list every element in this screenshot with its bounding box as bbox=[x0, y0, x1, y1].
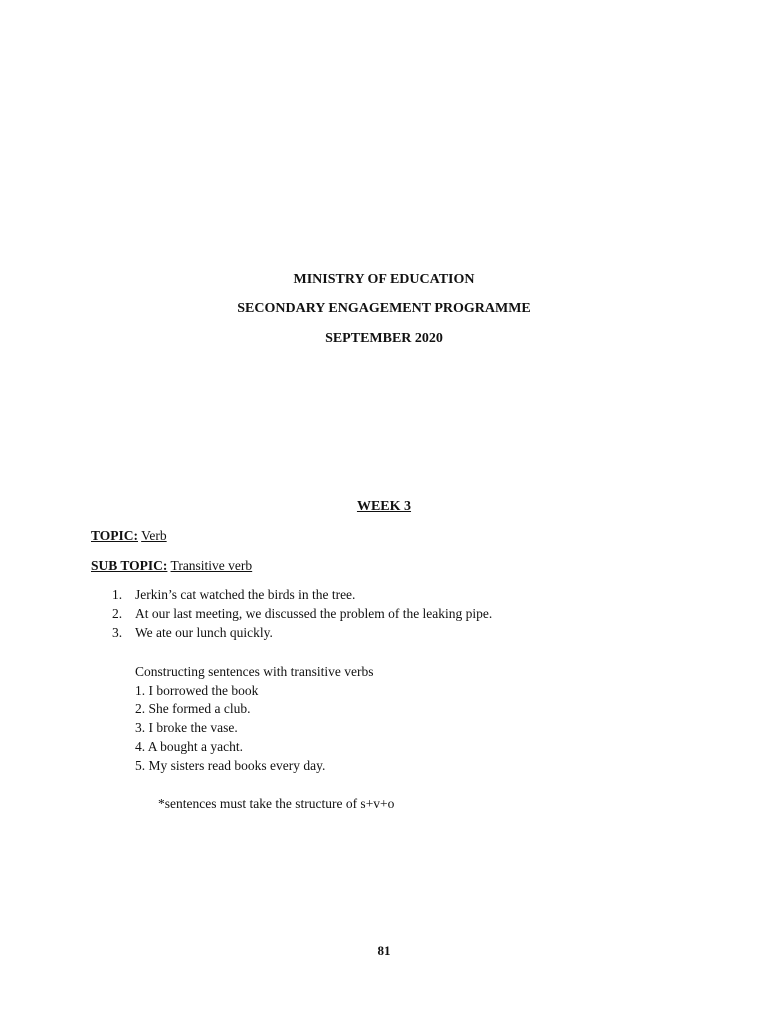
sub-topic-line bbox=[91, 558, 252, 574]
constructing-item-1: 1. I borrowed the book bbox=[135, 683, 259, 698]
sub-topic-label: SUB TOPIC: bbox=[91, 558, 168, 573]
example-text: At our last meeting, we discussed the problem of the leaking pipe. bbox=[135, 606, 493, 621]
example-number: 2. bbox=[112, 606, 123, 621]
header-ministry: MINISTRY OF EDUCATION bbox=[293, 272, 475, 287]
example-item-2 bbox=[112, 606, 492, 622]
constructing-item-3: 3. I broke the vase. bbox=[135, 720, 238, 735]
example-number: 3. bbox=[112, 625, 123, 640]
constructing-item-5: 5. My sisters read books every day. bbox=[135, 758, 326, 773]
constructing-item-4: 4. A bought a yacht. bbox=[135, 739, 243, 754]
page-number: 81 bbox=[377, 943, 391, 958]
constructing-item-2: 2. She formed a club. bbox=[135, 701, 251, 716]
week-heading: WEEK 3 bbox=[356, 499, 412, 514]
structure-note: *sentences must take the structure of s+v+o bbox=[158, 796, 395, 811]
example-item-1 bbox=[112, 587, 355, 603]
example-text: We ate our lunch quickly. bbox=[135, 625, 273, 640]
header-programme: SECONDARY ENGAGEMENT PROGRAMME bbox=[237, 301, 531, 316]
topic-label: TOPIC: bbox=[91, 528, 139, 543]
constructing-title: Constructing sentences with transitive verbs bbox=[135, 664, 374, 679]
topic-value: Verb bbox=[141, 528, 167, 543]
sub-topic-value: Transitive verb bbox=[170, 558, 253, 573]
topic-line bbox=[91, 528, 167, 544]
example-item-3 bbox=[112, 625, 273, 641]
example-text: Jerkin’s cat watched the birds in the tree. bbox=[135, 587, 356, 602]
header-date: SEPTEMBER 2020 bbox=[325, 331, 443, 346]
example-number: 1. bbox=[112, 587, 123, 602]
